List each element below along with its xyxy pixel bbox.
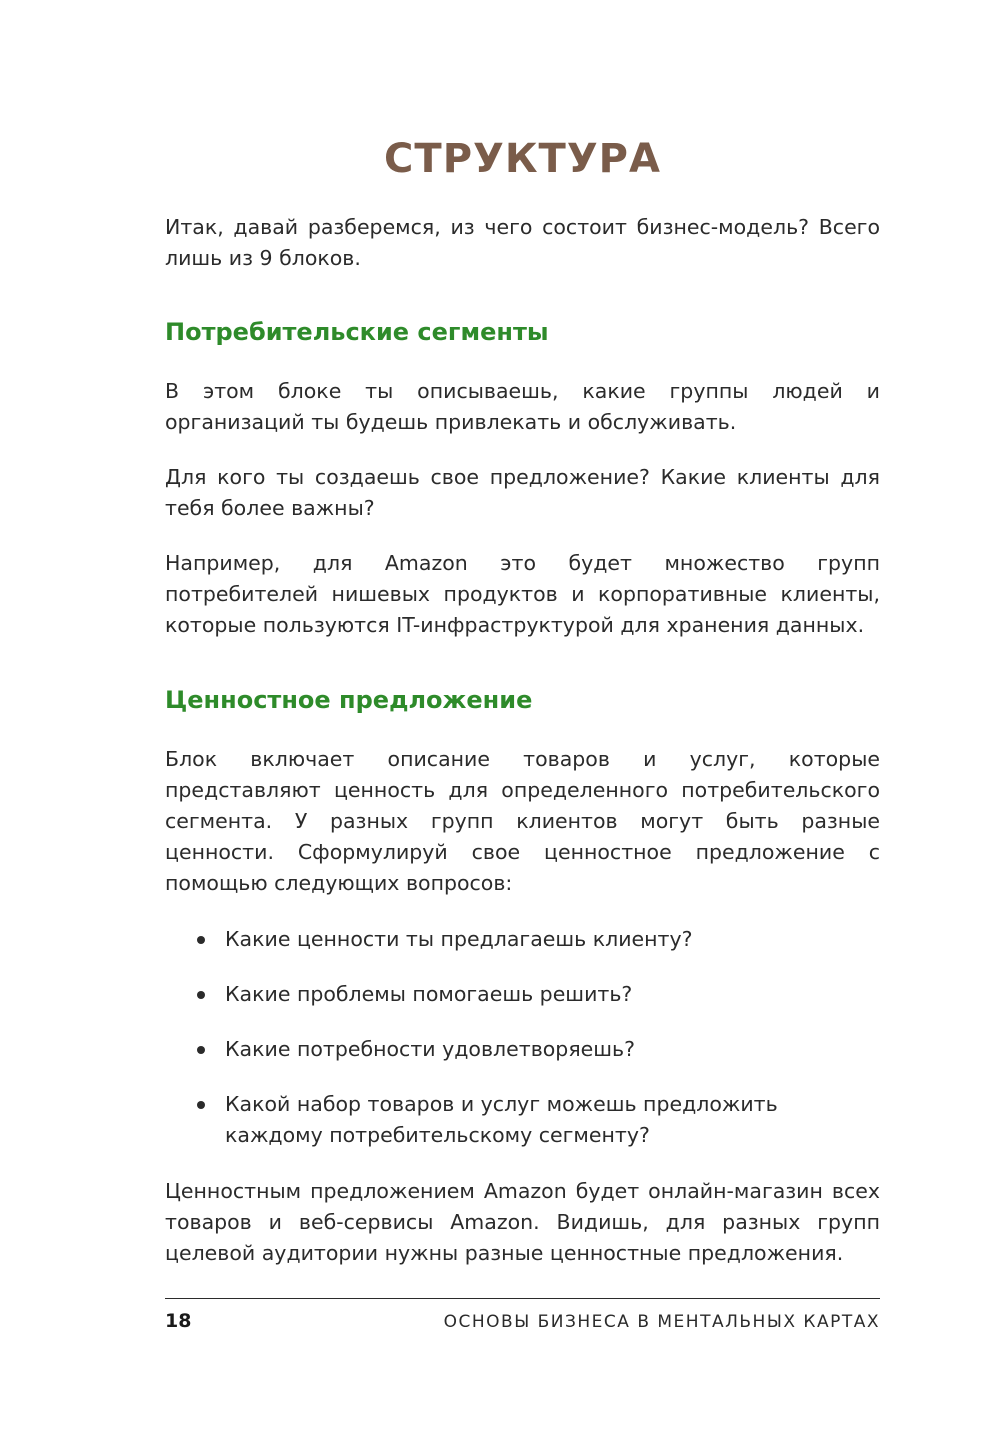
paragraph: В этом блоке ты описываешь, какие группы людей и организаций ты будешь привлекать и обслуживать. [165, 379, 880, 434]
page-number: 18 [165, 1310, 192, 1332]
bullet-icon [197, 991, 205, 999]
list-item [197, 1034, 880, 1065]
list-item [197, 924, 880, 955]
chapter-title: СТРУКТУРА [384, 136, 661, 182]
paragraph: Блок включает описание товаров и услуг, которые представляют ценность для определенного потребительского сегмента. У разных групп клиентов могут быть разные ценности. Сформулируй свое ценностное предложение с помощью следующих вопросов: [165, 747, 880, 895]
paragraph: Например, для Amazon это будет множество групп потребителей нишевых продуктов и корпоративные клиенты, которые пользуются IT-инфраструктурой для хранения данных. [165, 551, 880, 637]
list-item [197, 979, 880, 1010]
chapter-intro: Итак, давай разберемся, из чего состоит бизнес-модель? Всего лишь из 9 блоков. [165, 215, 880, 270]
question-list [197, 924, 880, 1151]
running-title: ОСНОВЫ БИЗНЕСА В МЕНТАЛЬНЫХ КАРТАХ [443, 1312, 880, 1332]
list-item [197, 1089, 880, 1151]
footer-divider [165, 1298, 880, 1299]
list-item-text: Какой набор товаров и услуг можешь предложить каждому потребительскому сегменту? [225, 1092, 778, 1147]
section-heading-value-proposition: Ценностное предложение [165, 686, 533, 714]
list-item-text: Какие проблемы помогаешь решить? [225, 982, 633, 1006]
paragraph: Для кого ты создаешь свое предложение? Какие клиенты для тебя более важны? [165, 465, 880, 520]
bullet-icon [197, 1046, 205, 1054]
bullet-icon [197, 936, 205, 944]
list-item-text: Какие потребности удовлетворяешь? [225, 1037, 635, 1061]
list-item-text: Какие ценности ты предлагаешь клиенту? [225, 927, 693, 951]
section-heading-consumer-segments: Потребительские сегменты [165, 318, 549, 346]
bullet-icon [197, 1101, 205, 1109]
paragraph: Ценностным предложением Amazon будет онлайн-магазин всех товаров и веб-сервисы Amazon. Видишь, для разных групп целевой аудитории нужны разные ценностные предложения. [165, 1179, 880, 1265]
